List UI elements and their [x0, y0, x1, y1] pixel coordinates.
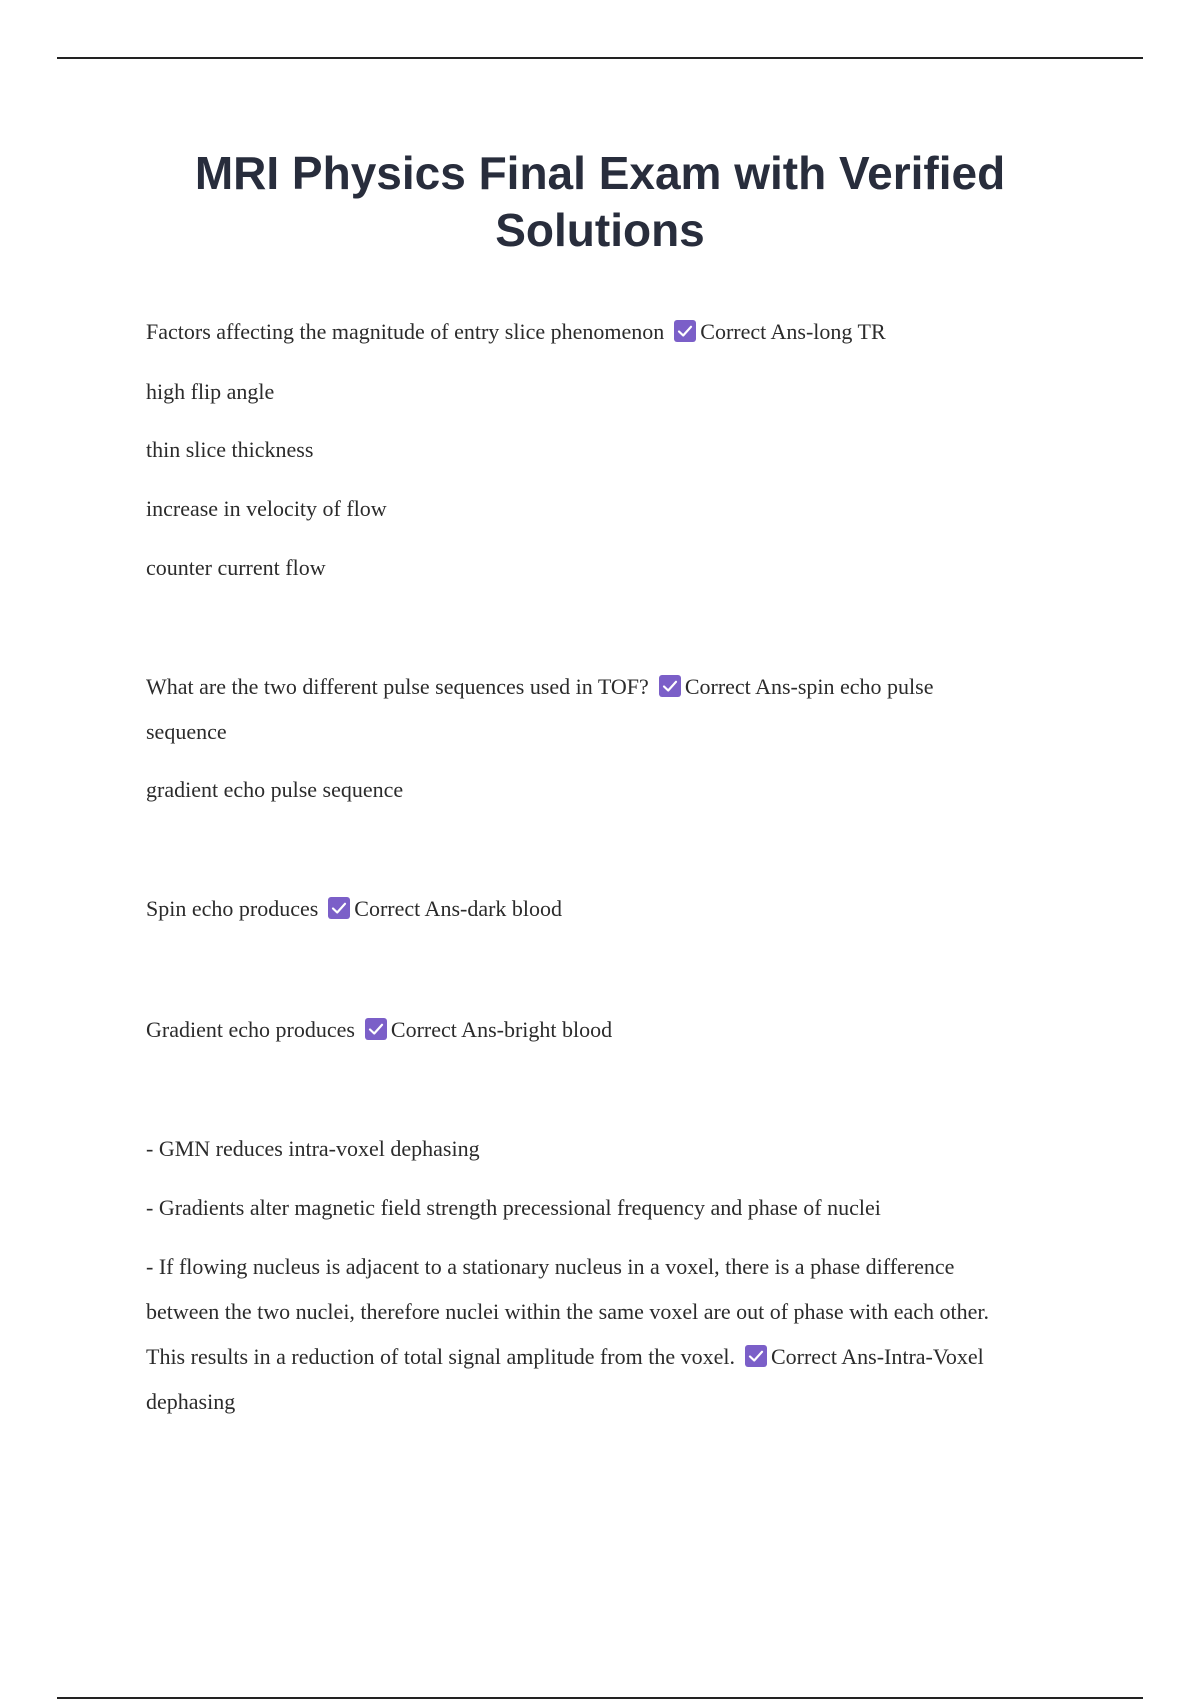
qa-1-question-line: [146, 317, 886, 347]
qa-5-continuation-1: dephasing: [146, 1389, 236, 1414]
title-line-1: MRI Physics Final Exam with Verified: [194, 147, 1006, 199]
qa-2-question-line: [146, 672, 933, 702]
qa-5-answer: Correct Ans-Intra-Voxel: [770, 1344, 984, 1369]
qa-1-continuation-1: high flip angle: [146, 379, 275, 404]
qa-2-continuation-1: sequence: [146, 719, 227, 744]
check-icon: [659, 675, 681, 697]
qa-1-continuation-4: counter current flow: [146, 555, 326, 580]
qa-5-line-5: [146, 1342, 984, 1372]
qa-2-question: What are the two different pulse sequences used in TOF?: [146, 674, 649, 699]
check-icon: [365, 1018, 387, 1040]
check-icon: [745, 1345, 767, 1367]
qa-2-continuation-2: gradient echo pulse sequence: [146, 777, 404, 802]
qa-3-question-line: [146, 894, 562, 924]
check-icon: [674, 320, 696, 342]
top-rule: [57, 57, 1143, 59]
document-title: [120, 145, 1080, 259]
qa-3-answer: Correct Ans-dark blood: [354, 896, 563, 921]
qa-1-continuation-2: thin slice thickness: [146, 437, 314, 462]
qa-5-line-3: - If flowing nucleus is adjacent to a stationary nucleus in a voxel, there is a phase difference: [146, 1254, 955, 1279]
qa-3-question: Spin echo produces: [146, 896, 319, 921]
qa-1-question: Factors affecting the magnitude of entry slice phenomenon: [146, 319, 665, 344]
qa-1-continuation-3: increase in velocity of flow: [146, 496, 387, 521]
bottom-rule: [57, 1697, 1143, 1699]
qa-1-answer: Correct Ans-long TR: [700, 319, 886, 344]
qa-5-line-4: between the two nuclei, therefore nuclei within the same voxel are out of phase with each other.: [146, 1299, 990, 1324]
qa-2-answer: Correct Ans-spin echo pulse: [684, 674, 934, 699]
qa-4-question-line: [146, 1015, 612, 1045]
qa-4-question: Gradient echo produces: [146, 1017, 355, 1042]
qa-5-line-2: - Gradients alter magnetic field strength precessional frequency and phase of nuclei: [146, 1195, 881, 1220]
qa-5-line-1: - GMN reduces intra-voxel dephasing: [146, 1136, 480, 1161]
title-line-2: Solutions: [495, 204, 705, 256]
qa-4-answer: Correct Ans-bright blood: [390, 1017, 613, 1042]
check-icon: [328, 897, 350, 919]
qa-5-question: This results in a reduction of total signal amplitude from the voxel.: [146, 1344, 735, 1369]
